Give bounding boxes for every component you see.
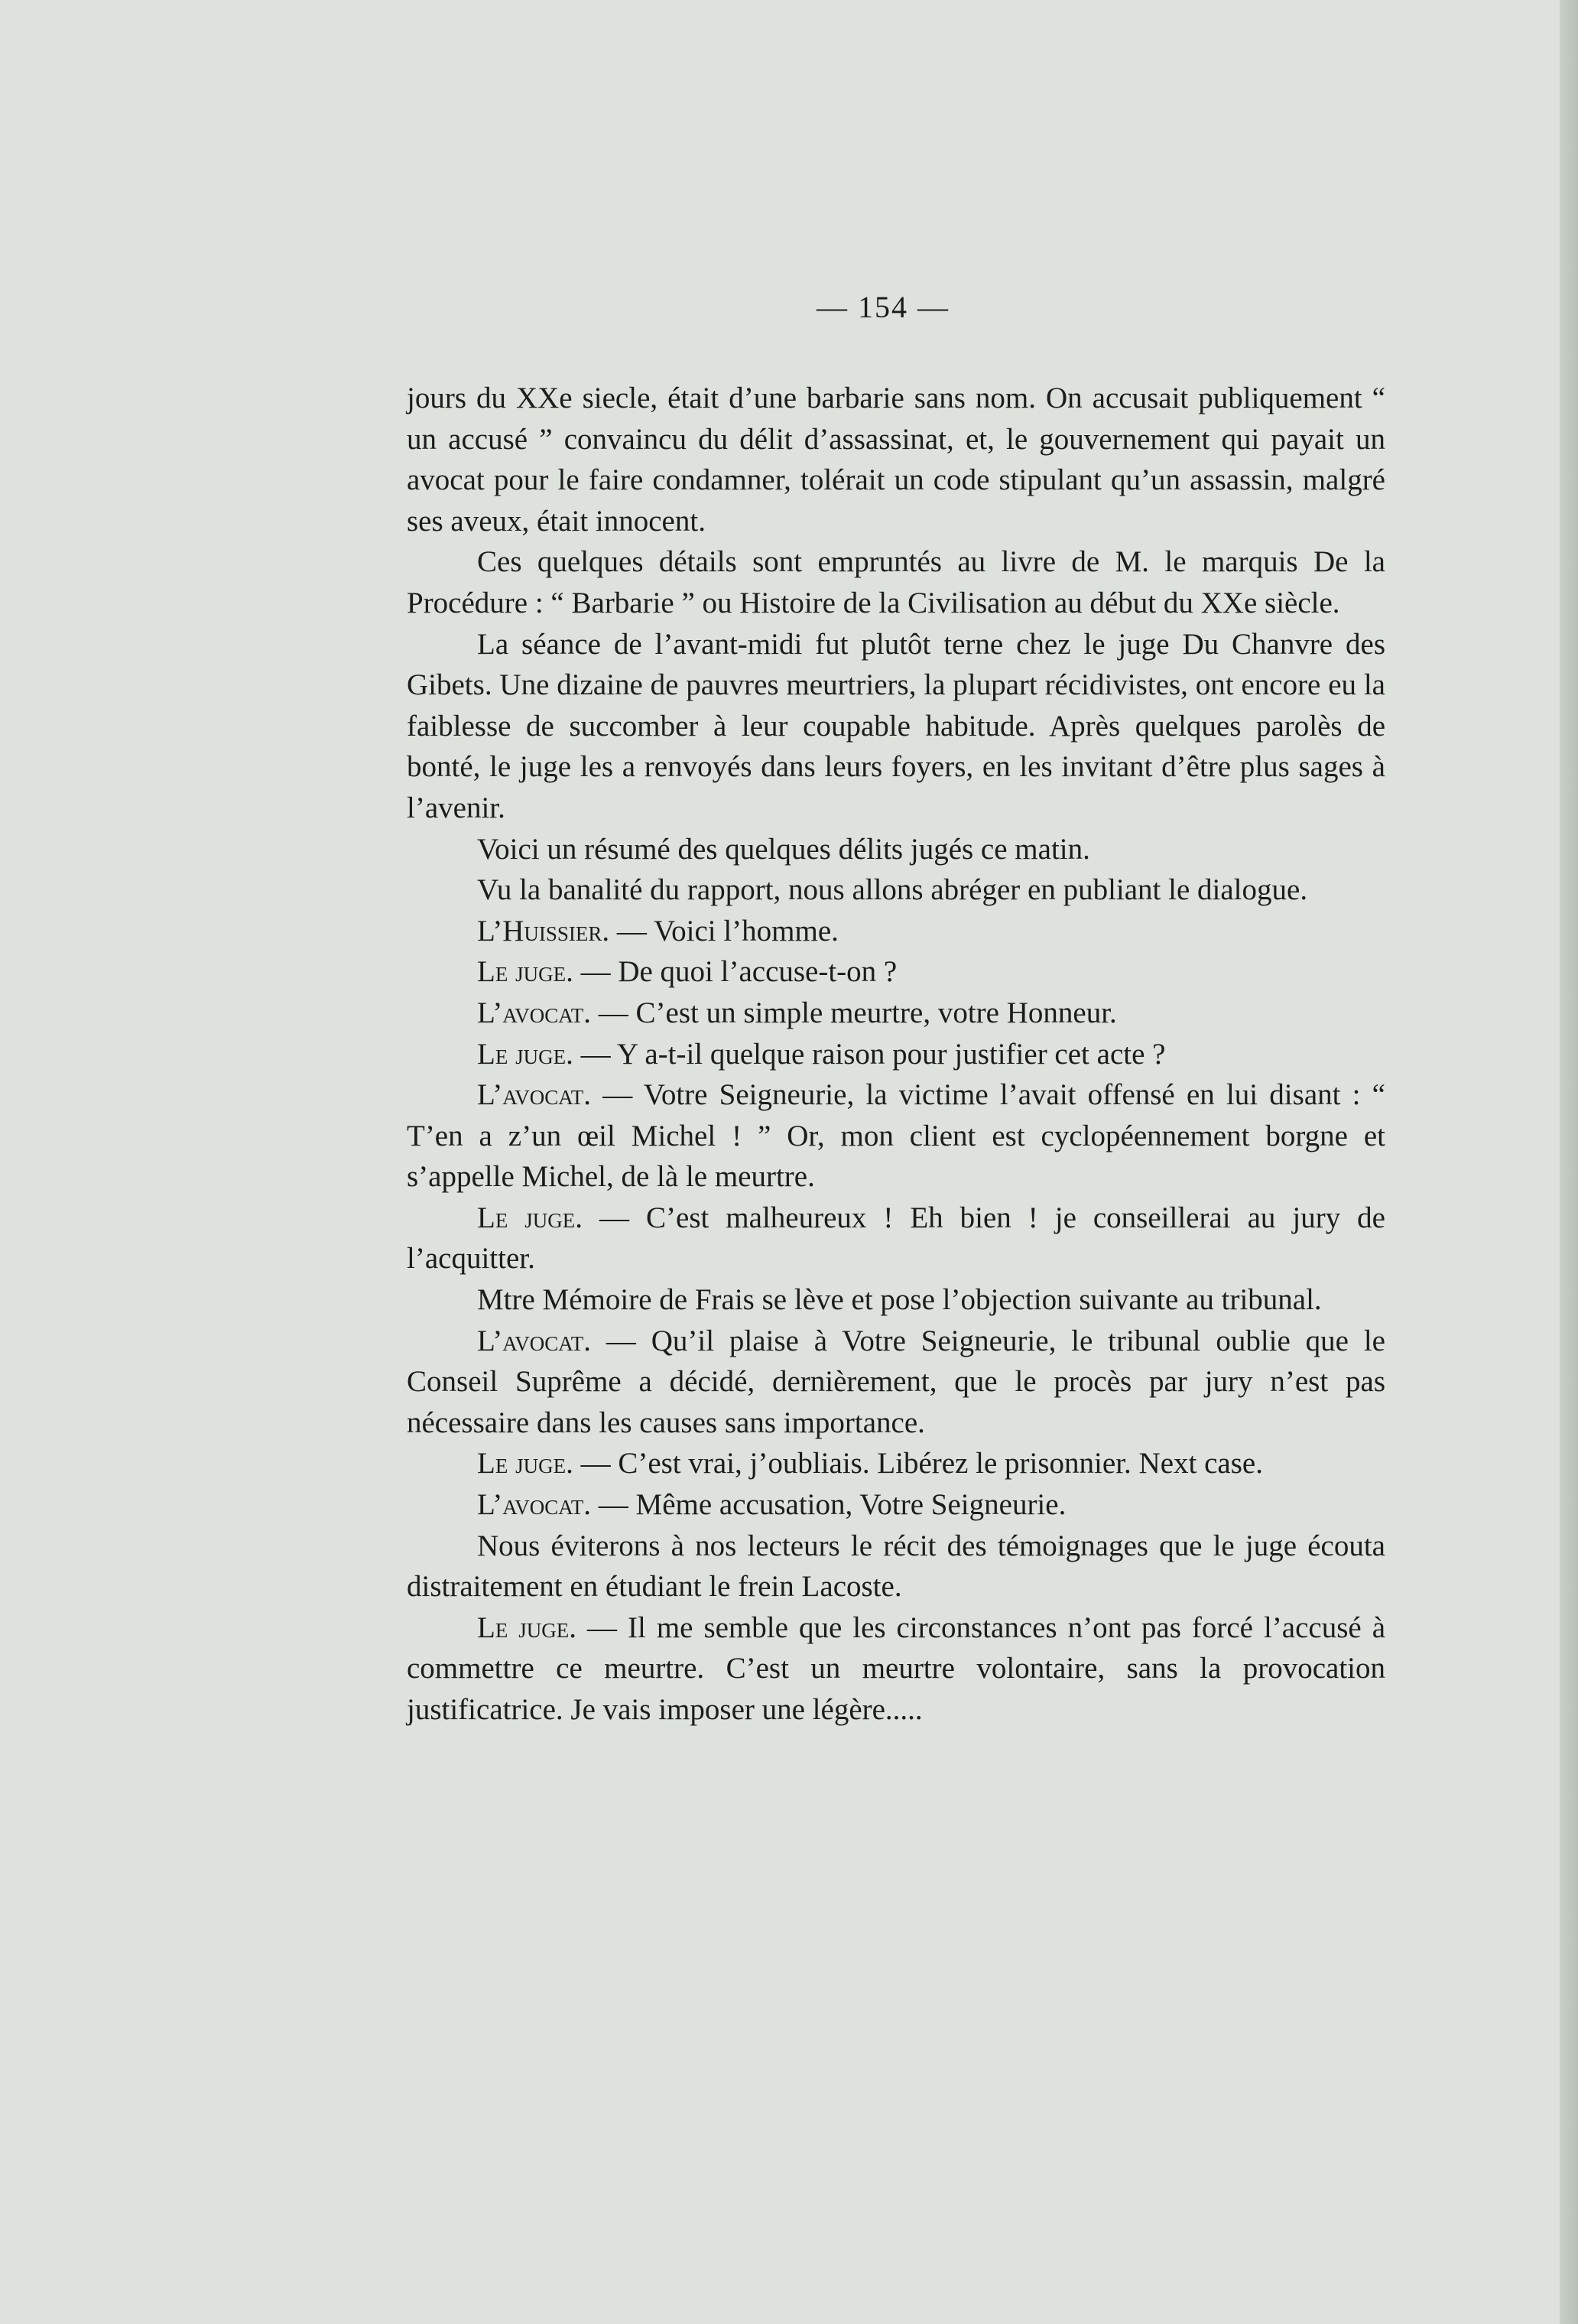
dialogue-text: — Voici l’homme.	[609, 914, 839, 947]
speaker-name: L’avocat.	[477, 996, 592, 1029]
speaker-name: L’Huissier.	[477, 914, 610, 947]
dialogue-text: — Votre Seigneurie, la victime l’avait offensé en lui disant : “ T’en a z’un œil Michel ! ” Or, mon client est cyclopéennement borgne et s’appelle Michel, de là le meurtre.	[407, 1078, 1385, 1194]
paragraph: Voici un résumé des quelques délits jugés ce matin.	[477, 832, 1090, 866]
dialogue-line	[407, 1034, 1385, 1075]
dialogue-line	[407, 1074, 1385, 1198]
speaker-name: Le juge.	[477, 955, 573, 989]
page-edge	[1560, 0, 1578, 2324]
dialogue-line	[407, 1607, 1385, 1731]
body-text	[407, 378, 1385, 1731]
dialogue-text: Mtre Mémoire de Frais se lève et pose l’objection suivante au tribunal.	[477, 1283, 1322, 1317]
dialogue-text: — De quoi l’accuse-t-on ?	[573, 955, 898, 989]
speaker-name: L’avocat.	[477, 1078, 592, 1112]
dialogue-text: — C’est malheureux ! Eh bien ! je conseillerai au jury de l’acquitter.	[407, 1201, 1385, 1276]
dialogue-line	[407, 1198, 1385, 1279]
paragraph: La séance de l’avant-midi fut plutôt terne chez le juge Du Chanvre des Gibets. Une dizaine de pauvres meurtriers, la plupart récidivistes, ont encore eu la faiblesse de succomber à leur coupable habitude. Après quelques parolès de bonté, le juge les a renvoyés dans leurs foyers, en les invitant d’être plus sages à l’avenir.	[407, 627, 1385, 824]
dialogue-line	[407, 993, 1385, 1034]
dialogue-line	[407, 951, 1385, 993]
dialogue-line	[407, 1526, 1385, 1607]
dialogue-text: — Y a-t-il quelque raison pour justifier cet acte ?	[573, 1037, 1166, 1071]
dialogue-text: — C’est vrai, j’oubliais. Libérez le prisonnier. Next case.	[573, 1447, 1263, 1481]
paragraph: Ces quelques détails sont empruntés au livre de M. le marquis De la Procédure : “ Barbarie ” ou Histoire de la Civilisation au début du XXe siècle.	[407, 545, 1385, 619]
speaker-name: L’avocat.	[477, 1324, 592, 1357]
speaker-name: L’avocat.	[477, 1488, 592, 1522]
dialogue-line	[407, 1484, 1385, 1526]
dialogue-line	[407, 911, 1385, 952]
dialogue-text: — Même accusation, Votre Seigneurie.	[591, 1488, 1067, 1522]
speaker-name: Le juge.	[477, 1447, 573, 1481]
speaker-name: Le juge.	[477, 1611, 577, 1644]
dialogue-text: — Il me semble que les circonstances n’ont pas forcé l’accusé à commettre ce meurtre. C’est un meurtre volontaire, sans la provocation justificatrice. Je vais imposer une légère.....	[407, 1611, 1386, 1726]
speaker-name: Le juge.	[477, 1201, 583, 1234]
dialogue-text: — Qu’il plaise à Votre Seigneurie, le tribunal oublie que le Conseil Suprême a décidé, dernièrement, que le procès par jury n’est pas nécessaire dans les causes sans importance.	[407, 1324, 1385, 1439]
page-number: — 154 —	[817, 290, 950, 324]
paragraph: Vu la banalité du rapport, nous allons abréger en publiant le dialogue.	[477, 873, 1308, 907]
dialogue-text: Nous éviterons à nos lecteurs le récit des témoignages que le juge écouta distraitement en étudiant le frein Lacoste.	[407, 1529, 1385, 1604]
paragraph: jours du XXe siecle, était d’une barbarie sans nom. On accusait publiquement “ un accusé ” convaincu du délit d’assassinat, et, le gouvernement qui payait un avocat pour le faire condamner, tolérait un code stipulant qu’un assassin, malgré ses aveux, était innocent.	[407, 382, 1385, 538]
dialogue-line	[407, 1279, 1385, 1321]
dialogue-text: — C’est un simple meurtre, votre Honneur.	[591, 996, 1117, 1029]
speaker-name: Le juge.	[477, 1037, 573, 1071]
dialogue-line	[407, 1321, 1385, 1444]
dialogue-line	[407, 1443, 1385, 1484]
